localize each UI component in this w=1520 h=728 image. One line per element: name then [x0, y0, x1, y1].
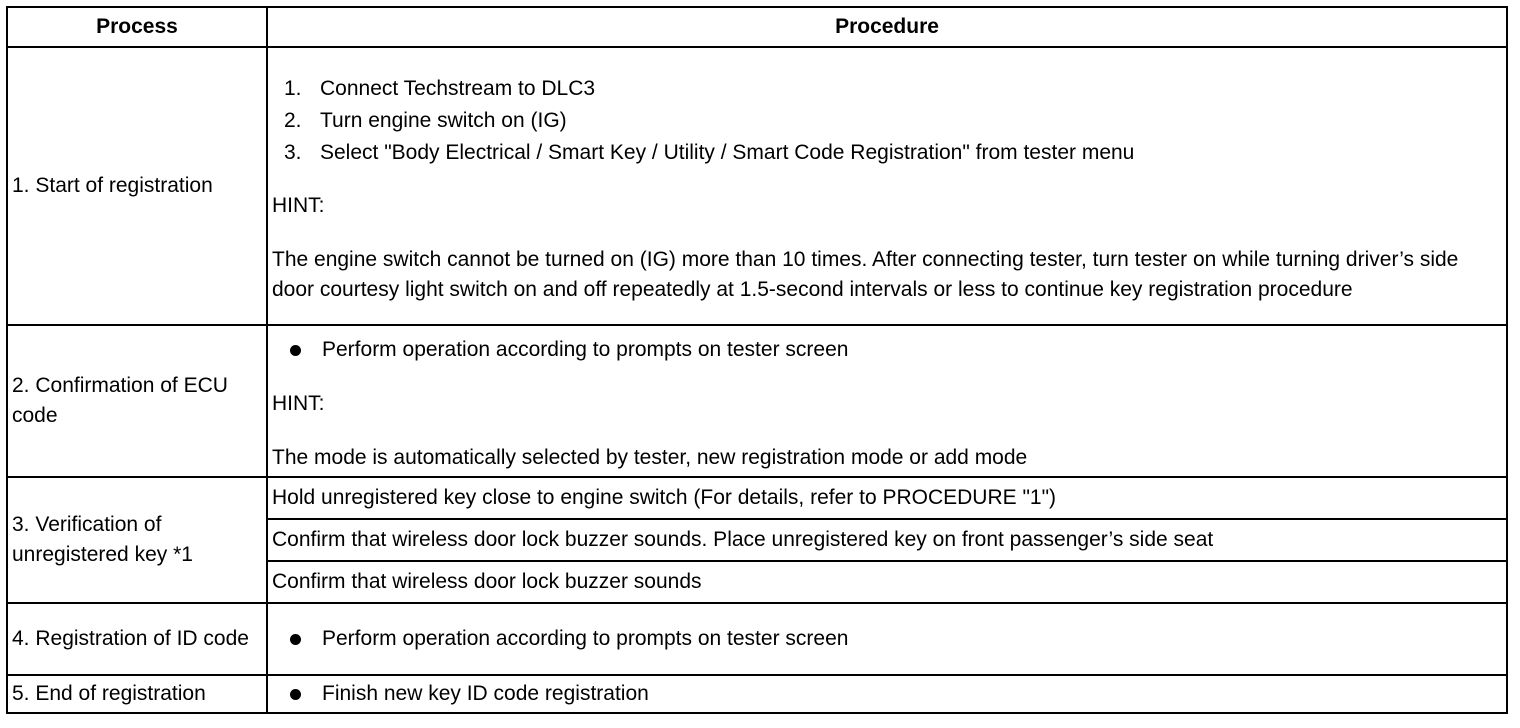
bullet-icon — [288, 679, 322, 709]
procedure-table-wrapper — [6, 6, 1508, 714]
step-number: 1. — [284, 77, 302, 100]
table-row — [7, 675, 1507, 713]
step-text: Select "Body Electrical / Smart Key / Utility / Smart Code Registration" from tester menu — [320, 141, 1135, 164]
header-row — [7, 7, 1507, 47]
step-number: 2. — [284, 109, 302, 132]
hint-text: The engine switch cannot be turned on (IG) more than 10 times. After connecting tester, turn tester on while turning driver’s side door courtesy light switch on and off repeatedly at 1.5-second intervals or less to continue key registration procedure — [272, 248, 1459, 301]
table-row — [7, 325, 1507, 477]
numbered-steps — [272, 73, 1502, 169]
header-procedure: Procedure — [267, 7, 1507, 47]
procedure-cell: Confirm that wireless door lock buzzer sounds. Place unregistered key on front passenger’s side seat — [267, 519, 1507, 561]
hint-label: HINT: — [272, 392, 325, 415]
step-item — [272, 137, 1502, 169]
table-row — [7, 603, 1507, 675]
procedure-cell: Hold unregistered key close to engine switch (For details, refer to PROCEDURE "1") — [267, 477, 1507, 519]
process-cell: 1. Start of registration — [7, 47, 267, 325]
bullet-text: Finish new key ID code registration — [322, 682, 649, 705]
header-process: Process — [7, 7, 267, 47]
bullet-text: Perform operation according to prompts on tester screen — [322, 338, 849, 361]
procedure-cell — [267, 47, 1507, 325]
step-item — [272, 73, 1502, 105]
procedure-cell: Confirm that wireless door lock buzzer sounds — [267, 561, 1507, 603]
step-item — [272, 105, 1502, 137]
registration-procedure-table — [6, 6, 1508, 714]
step-text: Connect Techstream to DLC3 — [320, 77, 596, 100]
step-number: 3. — [284, 141, 302, 164]
step-text: Turn engine switch on (IG) — [320, 109, 567, 132]
process-cell: 2. Confirmation of ECU code — [7, 325, 267, 477]
hint-text: The mode is automatically selected by tester, new registration mode or add mode — [272, 446, 1028, 469]
procedure-cell — [267, 603, 1507, 675]
bullet-item — [272, 624, 1502, 654]
table-row — [7, 477, 1507, 519]
table-row — [7, 47, 1507, 325]
bullet-text: Perform operation according to prompts on tester screen — [322, 627, 849, 650]
process-cell: 3. Verification of unregistered key *1 — [7, 477, 267, 603]
hint-label: HINT: — [272, 194, 325, 217]
procedure-cell — [267, 675, 1507, 713]
procedure-cell — [267, 325, 1507, 477]
bullet-item — [272, 679, 1502, 709]
bullet-item — [272, 335, 1502, 365]
process-cell: 5. End of registration — [7, 675, 267, 713]
bullet-icon — [288, 624, 322, 654]
process-cell: 4. Registration of ID code — [7, 603, 267, 675]
bullet-icon — [288, 335, 322, 365]
